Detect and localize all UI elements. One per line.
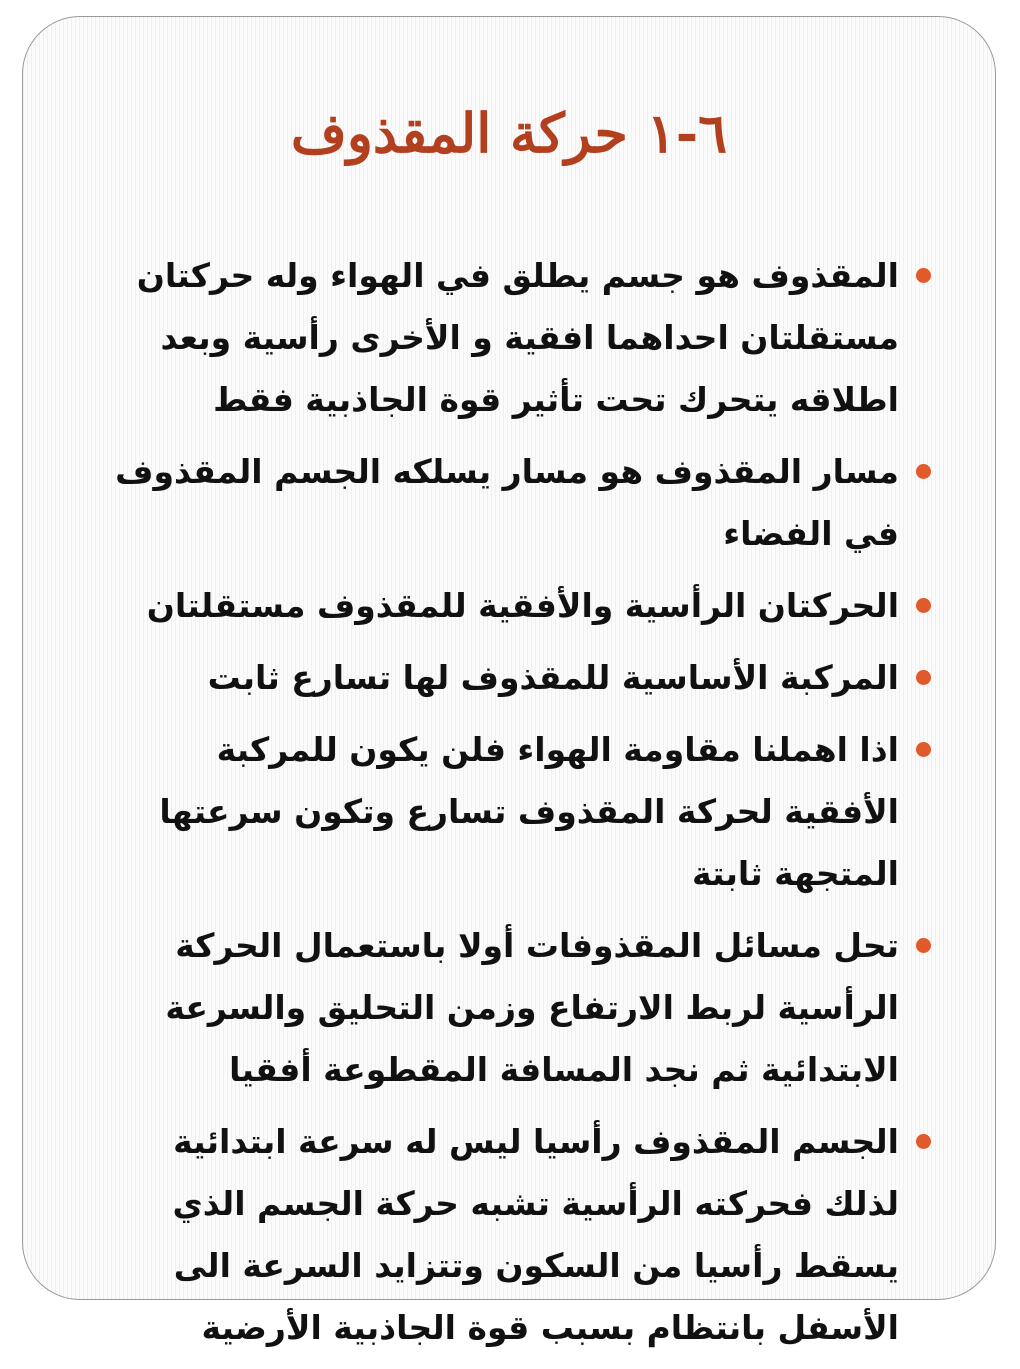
bullet-item: [93, 915, 955, 1101]
bullet-item: [93, 719, 955, 905]
slide-title: ٦-١ حركة المقذوف: [290, 101, 728, 165]
bullet-text: الجسم المقذوف رأسيا ليس له سرعة ابتدائية لذلك فحركته الرأسية تشبه حركة الجسم الذي يسقط رأسيا من السكون وتتزايد السرعة الى الأسفل بانتظام بسبب قوة الجاذبية الأرضية: [172, 1122, 899, 1347]
bullet-icon: [916, 938, 931, 953]
bullet-icon: [916, 464, 931, 479]
bullet-text: اذا اهملنا مقاومة الهواء فلن يكون للمركبة الأفقية لحركة المقذوف تسارع وتكون سرعتها المتجهة ثابتة: [159, 730, 899, 893]
bullet-item: [93, 245, 955, 431]
bullet-icon: [916, 598, 931, 613]
slide: [22, 16, 996, 1347]
bullet-text: المركبة الأساسية للمقذوف لها تسارع ثابت: [207, 658, 899, 697]
bullet-icon: [916, 670, 931, 685]
bullet-item: [93, 647, 955, 709]
bullet-icon: [916, 268, 931, 283]
bullet-icon: [916, 742, 931, 757]
bullet-text: تحل مسائل المقذوفات أولا باستعمال الحركة الرأسية لربط الارتفاع وزمن التحليق والسرعة الابتدائية ثم نجد المسافة المقطوعة أفقيا: [165, 926, 899, 1089]
bullet-text: المقذوف هو جسم يطلق في الهواء وله حركتان مستقلتان احداهما افقية و الأخرى رأسية وبعد اطلاقه يتحرك تحت تأثير قوة الجاذبية فقط: [136, 256, 899, 419]
bullet-list: [93, 245, 955, 1369]
bullet-item: [93, 441, 955, 565]
bullet-icon: [916, 1134, 931, 1149]
bullet-text: الحركتان الرأسية والأفقية للمقذوف مستقلتان: [146, 586, 899, 625]
bullet-item: [93, 575, 955, 637]
bullet-item: [93, 1111, 955, 1359]
bullet-text: مسار المقذوف هو مسار يسلكه الجسم المقذوف في الفضاء: [115, 452, 899, 553]
